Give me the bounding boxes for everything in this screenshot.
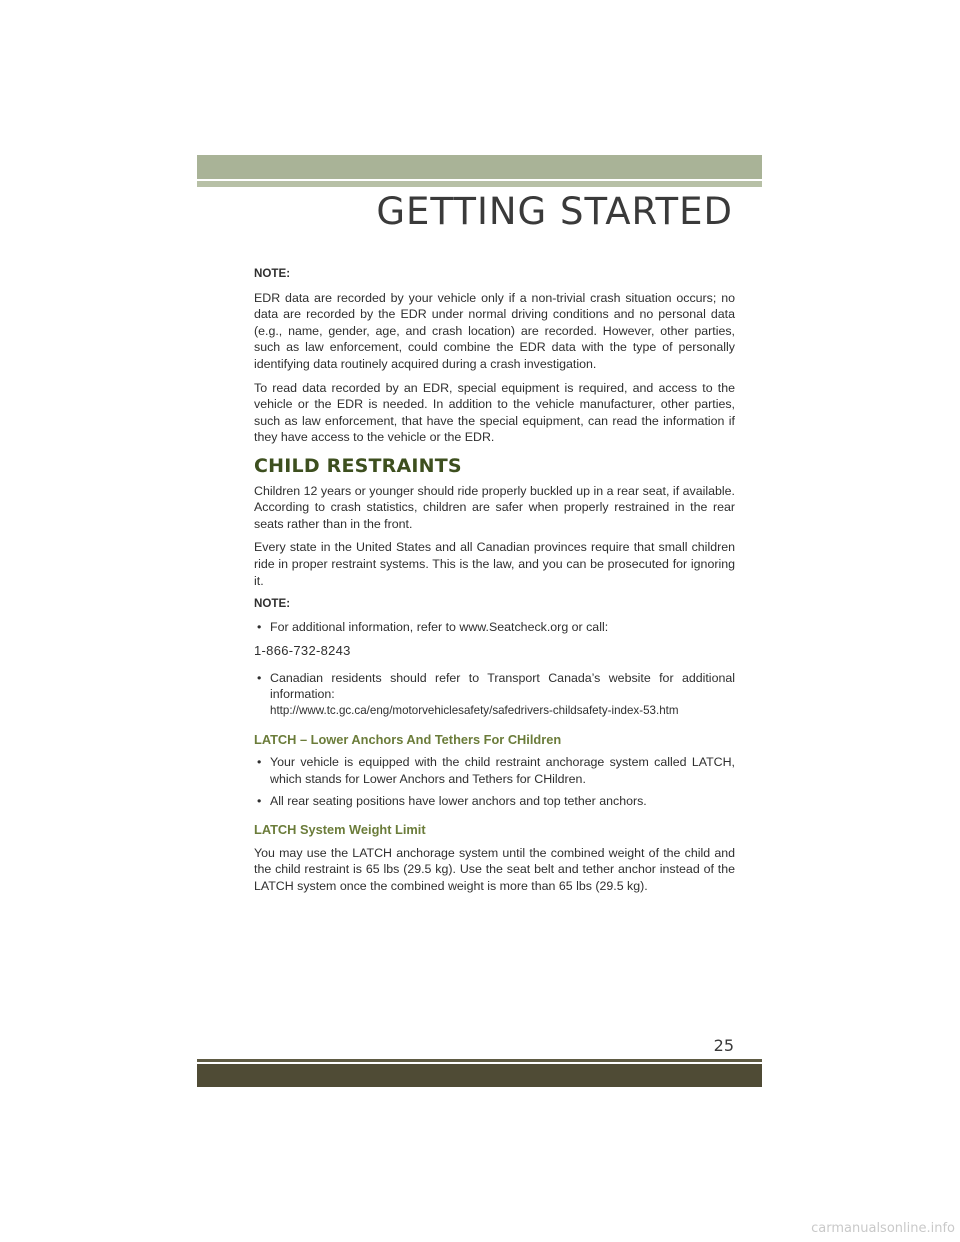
bullet-icon: • [257, 670, 262, 685]
bullet-icon: • [257, 755, 262, 770]
header-band-line [197, 181, 762, 187]
child-paragraph-2: Every state in the United States and all Canadian provinces require that small children ride in proper restraint systems. This is the law, and you can be prosecuted for ignoring it. [254, 540, 735, 588]
bullet-text: For additional information, refer to www.Seatcheck.org or call: [270, 619, 609, 634]
child-restraints-heading: CHILD RESTRAINTS [254, 454, 462, 477]
footer-band [197, 1064, 762, 1087]
weight-limit-heading: LATCH System Weight Limit [254, 822, 426, 838]
bullet-text: Your vehicle is equipped with the child restraint anchorage system called LATCH, which stands for Lower Anchors and Tethers for CHildren. [270, 755, 735, 786]
list-item [254, 754, 735, 787]
weight-limit-paragraph: You may use the LATCH anchorage system until the combined weight of the child and the child restraint is 65 lbs (29.5 kg). Use the seat belt and tether anchor instead of the LATCH system once the combined weight is more than 65 lbs (29.5 kg). [254, 845, 735, 893]
bullet-text: Canadian residents should refer to Transport Canada’s website for additional information: [270, 670, 735, 702]
bullet-icon: • [257, 794, 262, 809]
list-item [254, 670, 735, 720]
edr-note-paragraph: EDR data are recorded by your vehicle only if a non-trivial crash situation occurs; no data are recorded by the EDR under normal driving conditions and no personal data (e.g., name, gender, age, and crash location) are recorded. However, other parties, such as law enforcement, could combine the EDR data with the type of personally identifying data routinely acquired during a crash investigation. [254, 290, 735, 371]
section-title: GETTING STARTED [376, 190, 733, 233]
note-label: NOTE: [254, 267, 291, 280]
latch-heading: LATCH – Lower Anchors And Tethers For CHildren [254, 731, 562, 747]
list-item [254, 793, 735, 810]
bullet-text: All rear seating positions have lower anchors and top tether anchors. [270, 794, 647, 809]
edr-read-paragraph: To read data recorded by an EDR, special equipment is required, and access to the vehicle or the EDR is needed. In addition to the vehicle manufacturer, other parties, such as law enforcement, that have the special equipment, can read the information if they have access to the vehicle or the EDR. [254, 380, 735, 445]
footer-band-line [197, 1059, 762, 1062]
note-label-2: NOTE: [254, 597, 291, 611]
phone-number: 1-866-732-8243 [254, 643, 351, 659]
page-number: 25 [713, 1036, 734, 1055]
header-band [197, 155, 762, 179]
list-item [254, 619, 735, 636]
page-content [254, 266, 735, 901]
bullet-icon: • [257, 619, 262, 634]
child-paragraph-1: Children 12 years or younger should ride properly buckled up in a rear seat, if available. According to crash statistics, children are safer when properly restrained in the rear seats rather than in the front. [254, 483, 735, 531]
note-bullet-list [254, 619, 735, 636]
latch-bullet-list [254, 754, 735, 810]
note-bullet-list-2 [254, 670, 735, 720]
transport-canada-url: http://www.tc.gc.ca/eng/motorvehiclesafety/safedrivers-childsafety-index-53.htm [270, 704, 679, 718]
watermark: carmanualsonline.info [811, 1221, 955, 1236]
